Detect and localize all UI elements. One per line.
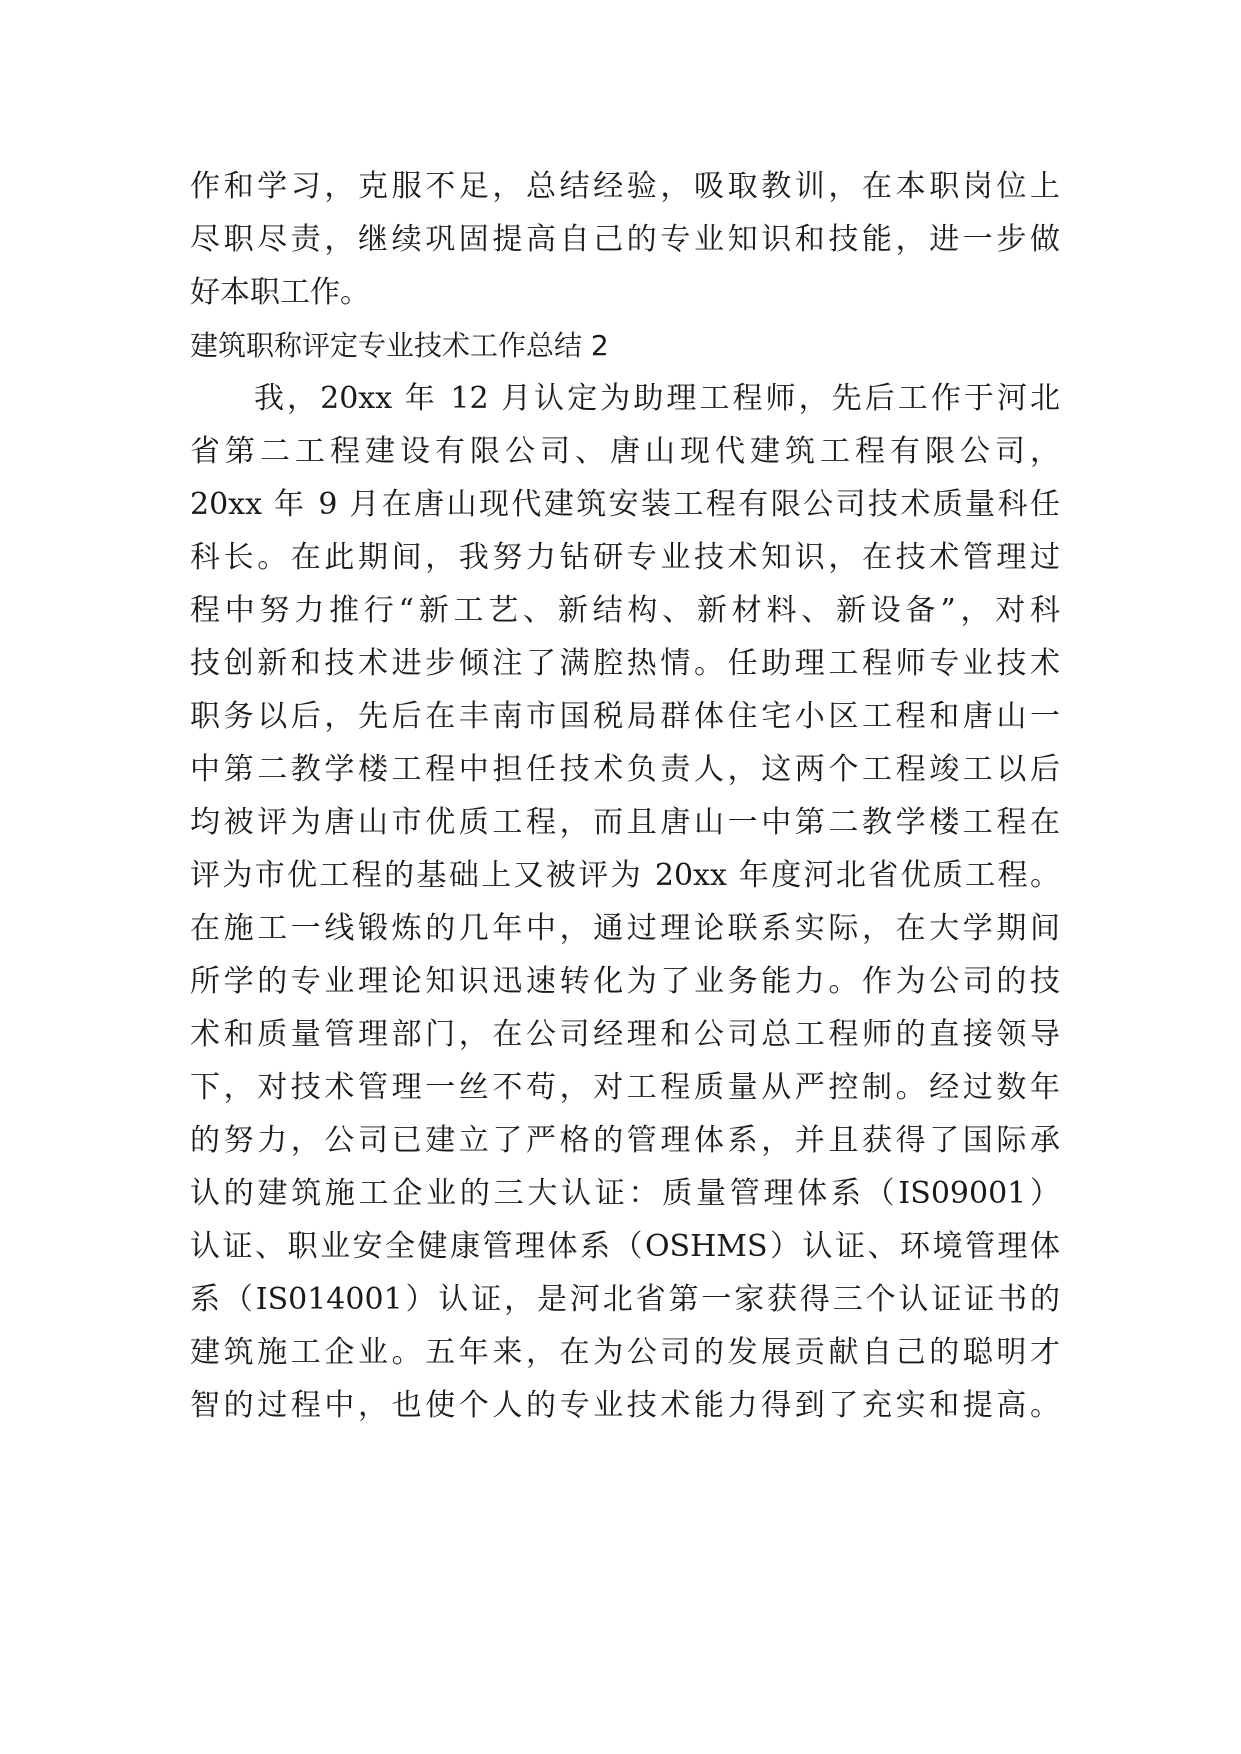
document-body [190, 160, 1060, 1432]
text-line: 20xx 年 9 月在唐山现代建筑安装工程有限公司技术质量科任 [190, 487, 1060, 522]
text-line: 建筑施工企业。五年来，在为公司的发展贡献自己的聪明才 [190, 1335, 1060, 1370]
paragraph-summary [190, 372, 1060, 1432]
text-line: 均被评为唐山市优质工程，而且唐山一中第二教学楼工程在 [190, 805, 1060, 840]
text-line: 评为市优工程的基础上又被评为 20xx 年度河北省优质工程。 [190, 858, 1060, 893]
text-line: 所学的专业理论知识迅速转化为了业务能力。作为公司的技 [190, 964, 1060, 999]
text-line: 科长。在此期间，我努力钻研专业技术知识，在技术管理过 [190, 540, 1060, 575]
text-line: 职务以后，先后在丰南市国税局群体住宅小区工程和唐山一 [190, 699, 1060, 734]
text-line: 我，20xx 年 12 月认定为助理工程师，先后工作于河北 [254, 381, 1060, 416]
text-line: 系（IS014001）认证，是河北省第一家获得三个认证证书的 [190, 1282, 1060, 1317]
text-line: 作和学习，克服不足，总结经验，吸取教训，在本职岗位上 [190, 169, 1060, 204]
text-line: 程中努力推行“新工艺、新结构、新材料、新设备”，对科 [190, 593, 1060, 628]
text-line: 智的过程中，也使个人的专业技术能力得到了充实和提高。 [190, 1388, 1060, 1423]
paragraph-continuation [190, 160, 1060, 319]
text-line: 术和质量管理部门，在公司经理和公司总工程师的直接领导 [190, 1017, 1060, 1052]
section-heading: 建筑职称评定专业技术工作总结 2 [190, 329, 609, 362]
text-line: 的努力，公司已建立了严格的管理体系，并且获得了国际承 [190, 1123, 1060, 1158]
text-line: 中第二教学楼工程中担任技术负责人，这两个工程竣工以后 [190, 752, 1060, 787]
text-line: 省第二工程建设有限公司、唐山现代建筑工程有限公司， [190, 434, 1060, 469]
text-line: 尽职尽责，继续巩固提高自己的专业知识和技能，进一步做 [190, 222, 1060, 257]
text-line: 认证、职业安全健康管理体系（OSHMS）认证、环境管理体 [190, 1229, 1060, 1264]
text-line: 技创新和技术进步倾注了满腔热情。任助理工程师专业技术 [190, 646, 1060, 681]
text-line: 下，对技术管理一丝不苟，对工程质量从严控制。经过数年 [190, 1070, 1060, 1105]
text-line: 好本职工作。 [190, 275, 370, 310]
text-line: 在施工一线锻炼的几年中，通过理论联系实际，在大学期间 [190, 911, 1060, 946]
text-line: 认的建筑施工企业的三大认证：质量管理体系（IS09001） [190, 1176, 1060, 1211]
